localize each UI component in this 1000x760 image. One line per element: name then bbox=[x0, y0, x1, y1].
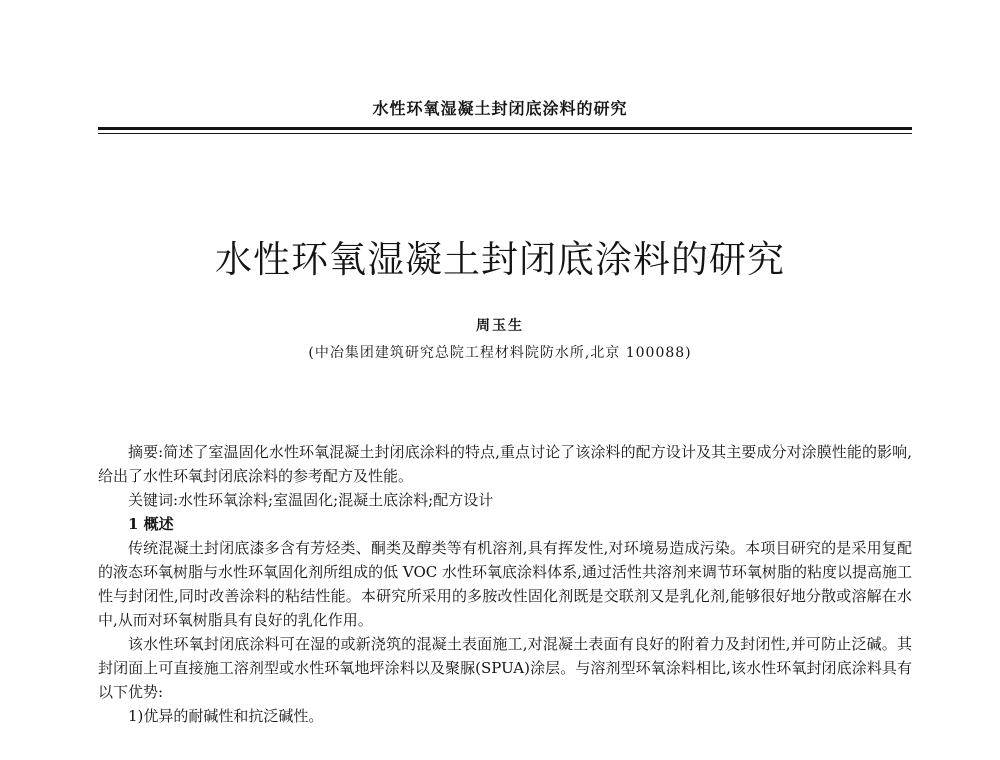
header-rule-thick bbox=[98, 127, 912, 130]
body-text bbox=[98, 440, 912, 728]
section-heading-overview: 1 概述 bbox=[128, 515, 174, 533]
list-item-1: 1)优异的耐碱性和抗泛碱性。 bbox=[128, 707, 324, 725]
author-name: 周玉生 bbox=[476, 318, 524, 334]
abstract: 摘要:简述了室温固化水性环氧混凝土封闭底涂料的特点,重点讨论了该涂料的配方设计及其主要成分对涂膜性能的影响,给出了水性环氧封闭底涂料的参考配方及性能。 bbox=[98, 443, 912, 485]
keywords: 关键词:水性环氧涂料;室温固化;混凝土底涂料;配方设计 bbox=[128, 491, 494, 509]
paper-title: 水性环氧湿凝土封闭底涂料的研究 bbox=[215, 238, 785, 281]
author-affiliation: (中冶集团建筑研究总院工程材料院防水所,北京 100088) bbox=[308, 345, 692, 361]
paragraph-2: 该水性环氧封闭底涂料可在湿的或新浇筑的混凝土表面施工,对混凝土表面有良好的附着力及封闭性,并可防止泛碱。其封闭面上可直接施工溶剂型或水性环氧地坪涂料以及聚脲(SPUA)涂层。与溶剂型环氧涂料相比,该水性环氧封闭底涂料具有以下优势: bbox=[98, 635, 912, 701]
paragraph-1: 传统混凝土封闭底漆多含有芳烃类、酮类及醇类等有机溶剂,具有挥发性,对环境易造成污染。本项目研究的是采用复配的液态环氧树脂与水性环氧固化剂所组成的低 VOC 水性环氧底涂料体系,通过活性共溶剂来调节环氧树脂的粘度以提高施工性与封闭性,同时改善涂料的粘结性能。本研究所采用的多胺改性固化剂既是交联剂又是乳化剂,能够很好地分散或溶解在水中,从而对环氧树脂具有良好的乳化作用。 bbox=[98, 539, 912, 629]
header-rule-thin bbox=[98, 133, 912, 134]
running-header: 水性环氧湿凝土封闭底涂料的研究 bbox=[372, 99, 628, 118]
